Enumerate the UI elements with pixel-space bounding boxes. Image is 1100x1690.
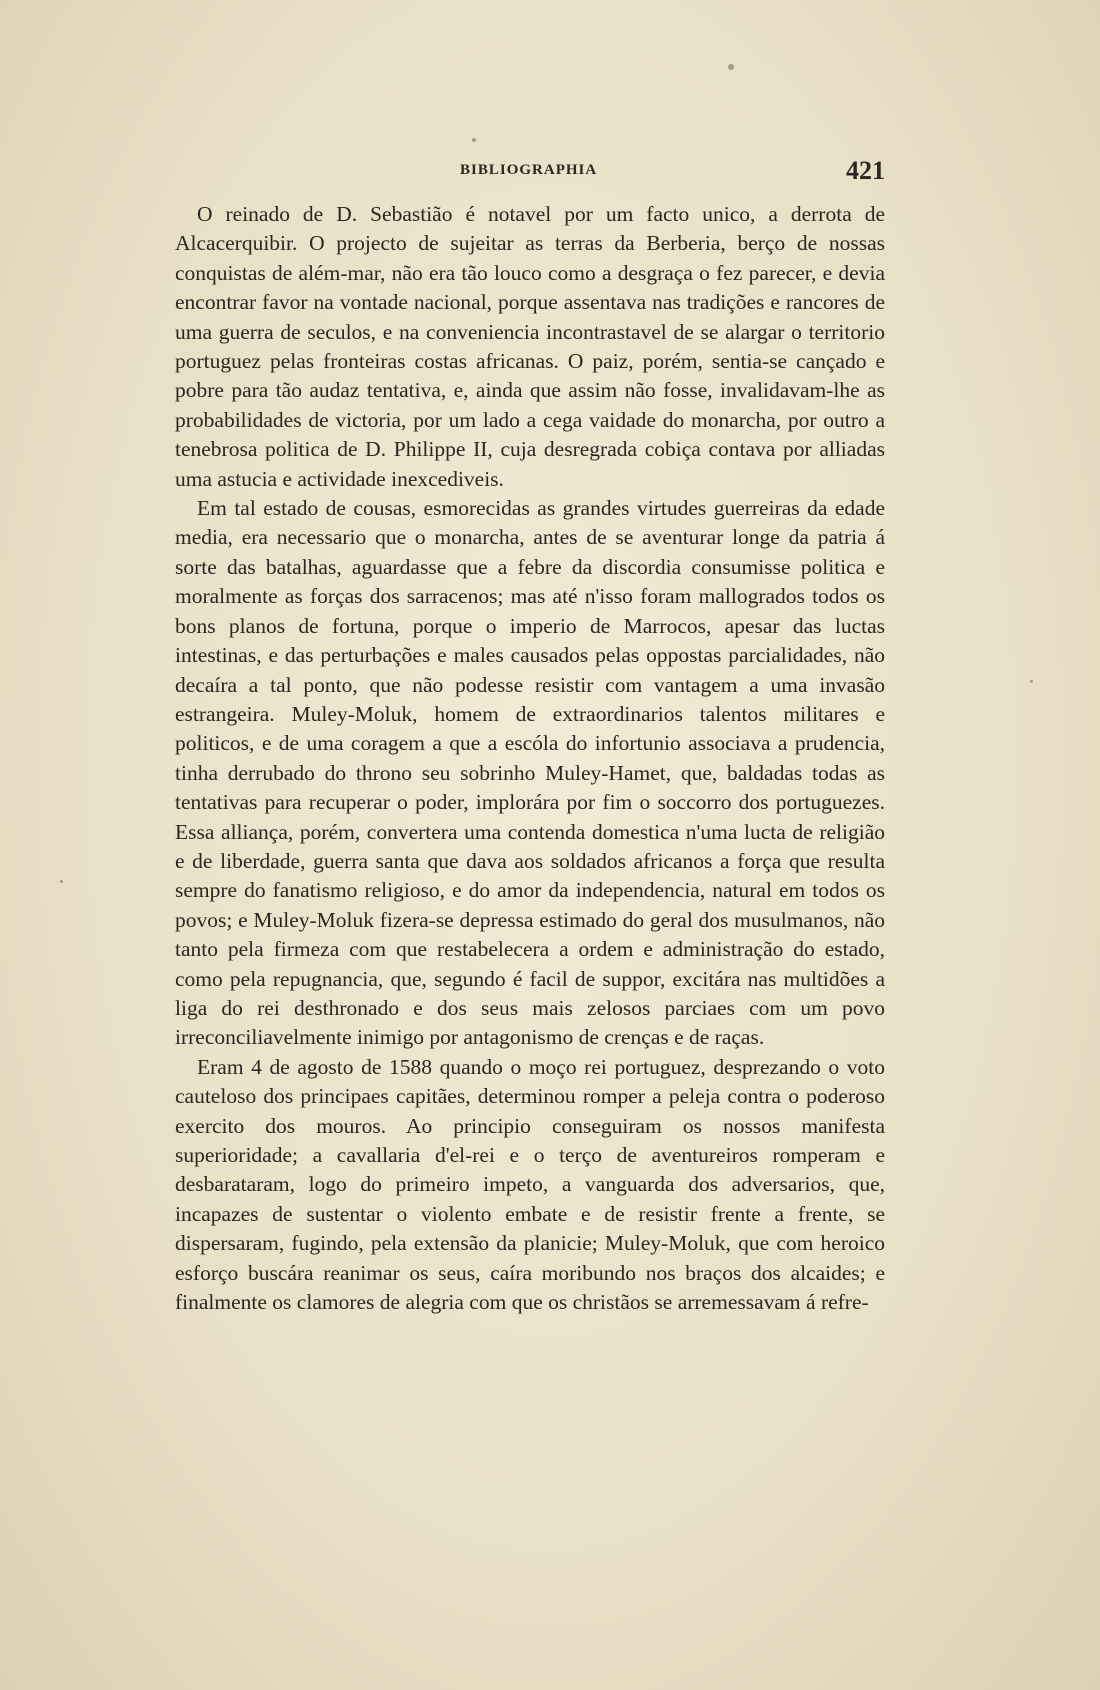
paragraph: Eram 4 de agosto de 1588 quando o moço rei portuguez, desprezando o voto cauteloso dos principaes capitães, determinou romper a peleja contra o poderoso exercito dos mouros. Ao principio conseguiram os nossos manifesta superioridade; a cavallaria d'el-rei e o terço de aventureiros romperam e desbarataram, logo do primeiro impeto, a vanguarda dos adversarios, que, incapazes de sustentar o violento embate e de resistir frente a frente, se dispersaram, fugindo, pela extensão da planicie; Muley-Moluk, que com heroico esforço buscára reanimar os seus, caíra moribundo nos braços dos alcaides; e finalmente os clamores de alegria com que os christãos se arremessavam á refre- (175, 1054, 885, 1315)
page-number: 421 (846, 156, 885, 185)
ink-speck (60, 880, 63, 883)
running-title: BIBLIOGRAPHIA (460, 162, 598, 178)
paragraph: O reinado de D. Sebastião é notavel por um facto unico, a derrota de Alcacerquibir. O projecto de sujeitar as terras da Berberia, berço de nossas conquistas de além-mar, não era tão louco como a desgraça o fez parecer, e devia encontrar favor na vontade nacional, porque assentava nas tradições e rancores de uma guerra de seculos, e na conveniencia incontrastavel de se alargar o territorio portuguez pelas fronteiras costas africanas. O paiz, porém, sentia-se cançado e pobre para tão audaz tentativa, e, ainda que assim não fosse, invalidavam-lhe as probabilidades de victoria, por um lado a cega vaidade do monarcha, por outro a tenebrosa politica de D. Philippe II, cuja desregrada cobiça contava por alliadas uma astucia e actividade inexcediveis. (175, 202, 885, 491)
body-text (175, 200, 885, 1317)
ink-speck (1030, 680, 1033, 683)
ink-speck (472, 138, 476, 142)
paragraph: Em tal estado de cousas, esmorecidas as grandes virtudes guerreiras da edade media, era necessario que o monarcha, antes de se aventurar longe da patria á sorte das batalhas, aguardasse que a febre da discordia consumisse politica e moralmente as forças dos sarracenos; mas até n'isso foram mallogrados todos os bons planos de fortuna, porque o imperio de Marrocos, apesar das luctas intestinas, e das perturbações e males causados pelas oppostas parcialidades, não decaíra a tal ponto, que não podesse resistir com vantagem a uma invasão estrangeira. Muley-Moluk, homem de extraordinarios talentos militares e politicos, e de uma coragem a que a escóla do infortunio associava a prudencia, tinha derrubado do throno seu sobrinho Muley-Hamet, que, baldadas todas as tentativas para recuperar o poder, implorára por fim o soccorro dos portuguezes. Essa alliança, porém, convertera uma contenda domestica n'uma lucta de religião e de liberdade, guerra santa que dava aos soldados africanos a força que resulta sempre do fanatismo religioso, e do amor da independencia, natural em todos os povos; e Muley-Moluk fizera-se depressa estimado do geral dos musulmanos, não tanto pela firmeza com que restabelecera a ordem e administração do estado, como pela repugnancia, que, segundo é facil de suppor, excitára nas multidões a liga do rei desthronado e dos seus mais zelosos parciaes com um povo irreconciliavelmente inimigo por antagonismo de crenças e de raças. (175, 496, 885, 1050)
page-header (175, 156, 885, 190)
ink-speck (728, 64, 734, 70)
